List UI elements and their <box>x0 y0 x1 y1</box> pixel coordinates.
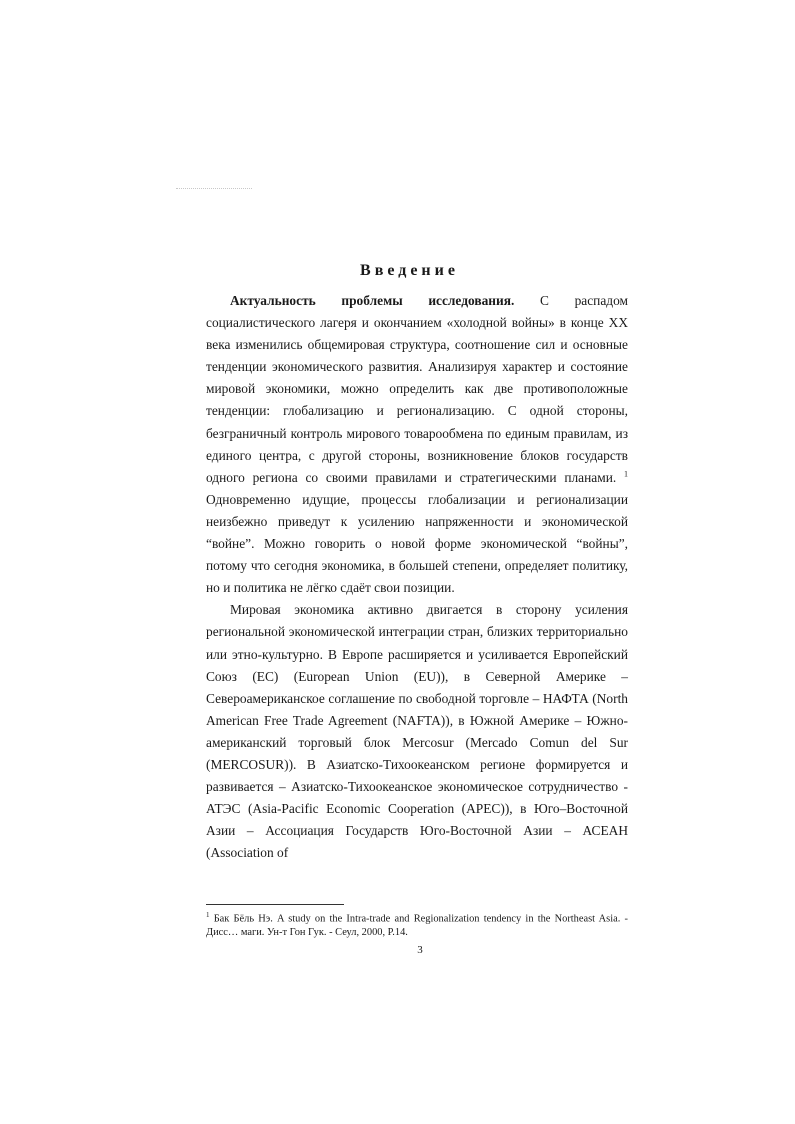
footnote-divider <box>206 904 344 905</box>
page-title: Введение <box>360 262 459 279</box>
footnote-reference[interactable]: 1 <box>624 469 628 479</box>
paragraph-1-continuation: Одновременно идущие, процессы глобализации и регионализации неизбежно приведут к усилению напряженности и экономической “войне”. Можно говорить о новой форме экономической “войны”, потому что сегодня экономика, в большей степени, определяет политику, но и политика не лёгко сдаёт свои позиции. <box>206 491 628 596</box>
scan-artifact <box>176 188 252 191</box>
paragraph-1-lead: Актуальность проблемы исследования. <box>230 293 515 308</box>
paragraph-1-body: С распадом социалистического лагеря и окончанием «холодной войны» в конце XX века изменились общемировая структура, соотношение сил и основные тенденции экономического развития. Анализируя характер и состояние мировой экономики, можно определить как две противоположные тенденции: глобализацию и регионализацию. С одной стороны, безграничный контроль мирового товарообмена по единым правилам, из единого центра, с другой стороны, возникновение блоков государств одного региона со своими правилами и стратегическими планами. <box>206 293 628 485</box>
footnote-marker: 1 <box>206 911 210 919</box>
paragraph-2: Мировая экономика активно двигается в сторону усиления региональной экономической интеграции стран, близких территориально или этно-культурно. В Европе расширяется и усиливается Европейский Союз (ЕС) (European Union (EU)), в Северной Америке – Североамериканское соглашение по свободной торговле – НАФТА (North American Free Trade Agreement (NAFTA)), в Южной Америке – Южно-американский торговый блок Mercosur (Mercado Comun del Sur (MERCOSUR)). В Азиатско-Тихоокеанском регионе формируется и развивается – Азиатско-Тихоокеанское экономическое сотрудничество - АТЭС (Asia-Pacific Economic Cooperation (APEC)), в Юго–Восточной Азии – Ассоциация Государств Юго-Восточной Азии – АСЕАН (Association of <box>206 602 628 861</box>
main-text <box>206 290 628 864</box>
footnote <box>206 908 628 940</box>
page-number: 3 <box>417 944 423 956</box>
footnote-text: Бак Бёль Нэ. A study on the Intra-trade and Regionalization tendency in the Northeast Asia. - Дисс… маги. Ун-т Гон Гук. - Сеул, 2000, P.14. <box>206 913 628 939</box>
paragraph-1 <box>206 290 628 599</box>
